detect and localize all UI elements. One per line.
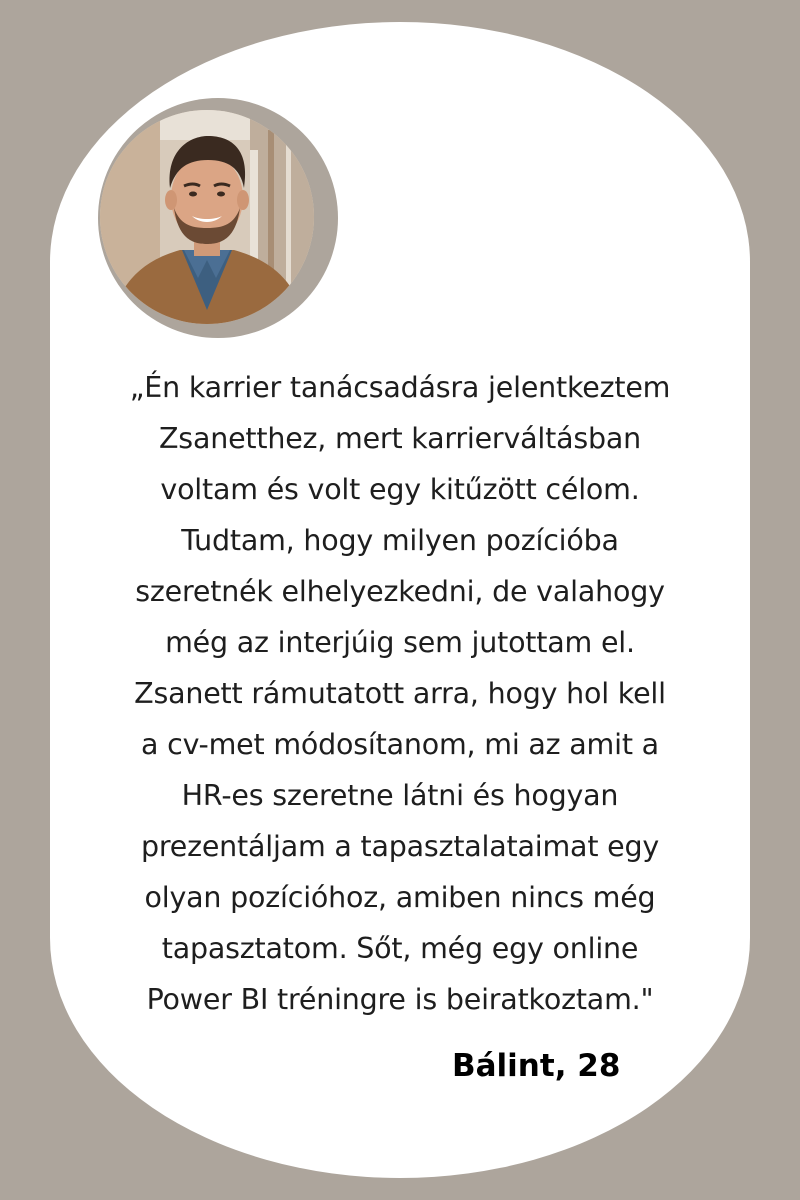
quote-line: HR-es szeretne látni és hogyan — [181, 779, 619, 812]
quote-line: prezentáljam a tapasztalataimat egy — [140, 830, 660, 863]
quote-line: szeretnék elhelyezkedni, de valahogy — [135, 575, 665, 608]
testimonial-author: Bálint, 28 — [452, 1048, 621, 1084]
quote-line: Tudtam, hogy milyen pozícióba — [181, 524, 619, 557]
quote-line: voltam és volt egy kitűzött célom. — [160, 473, 640, 506]
testimonial-quote — [80, 362, 720, 1025]
quote-line: Zsanett rámutatott arra, hogy hol kell — [134, 677, 666, 710]
quote-line: Power BI tréningre is beiratkoztam." — [146, 983, 654, 1016]
quote-line: „Én karrier tanácsadásra jelentkeztem — [129, 371, 671, 404]
quote-line: Zsanetthez, mert karrierváltásban — [158, 422, 642, 455]
person-photo-icon — [100, 110, 314, 324]
avatar — [100, 110, 314, 324]
quote-line: olyan pozícióhoz, amiben nincs még — [144, 881, 656, 914]
quote-line: még az interjúig sem jutottam el. — [165, 626, 635, 659]
quote-line: a cv-met módosítanom, mi az amit a — [141, 728, 659, 761]
quote-line: tapasztatom. Sőt, még egy online — [161, 932, 639, 965]
